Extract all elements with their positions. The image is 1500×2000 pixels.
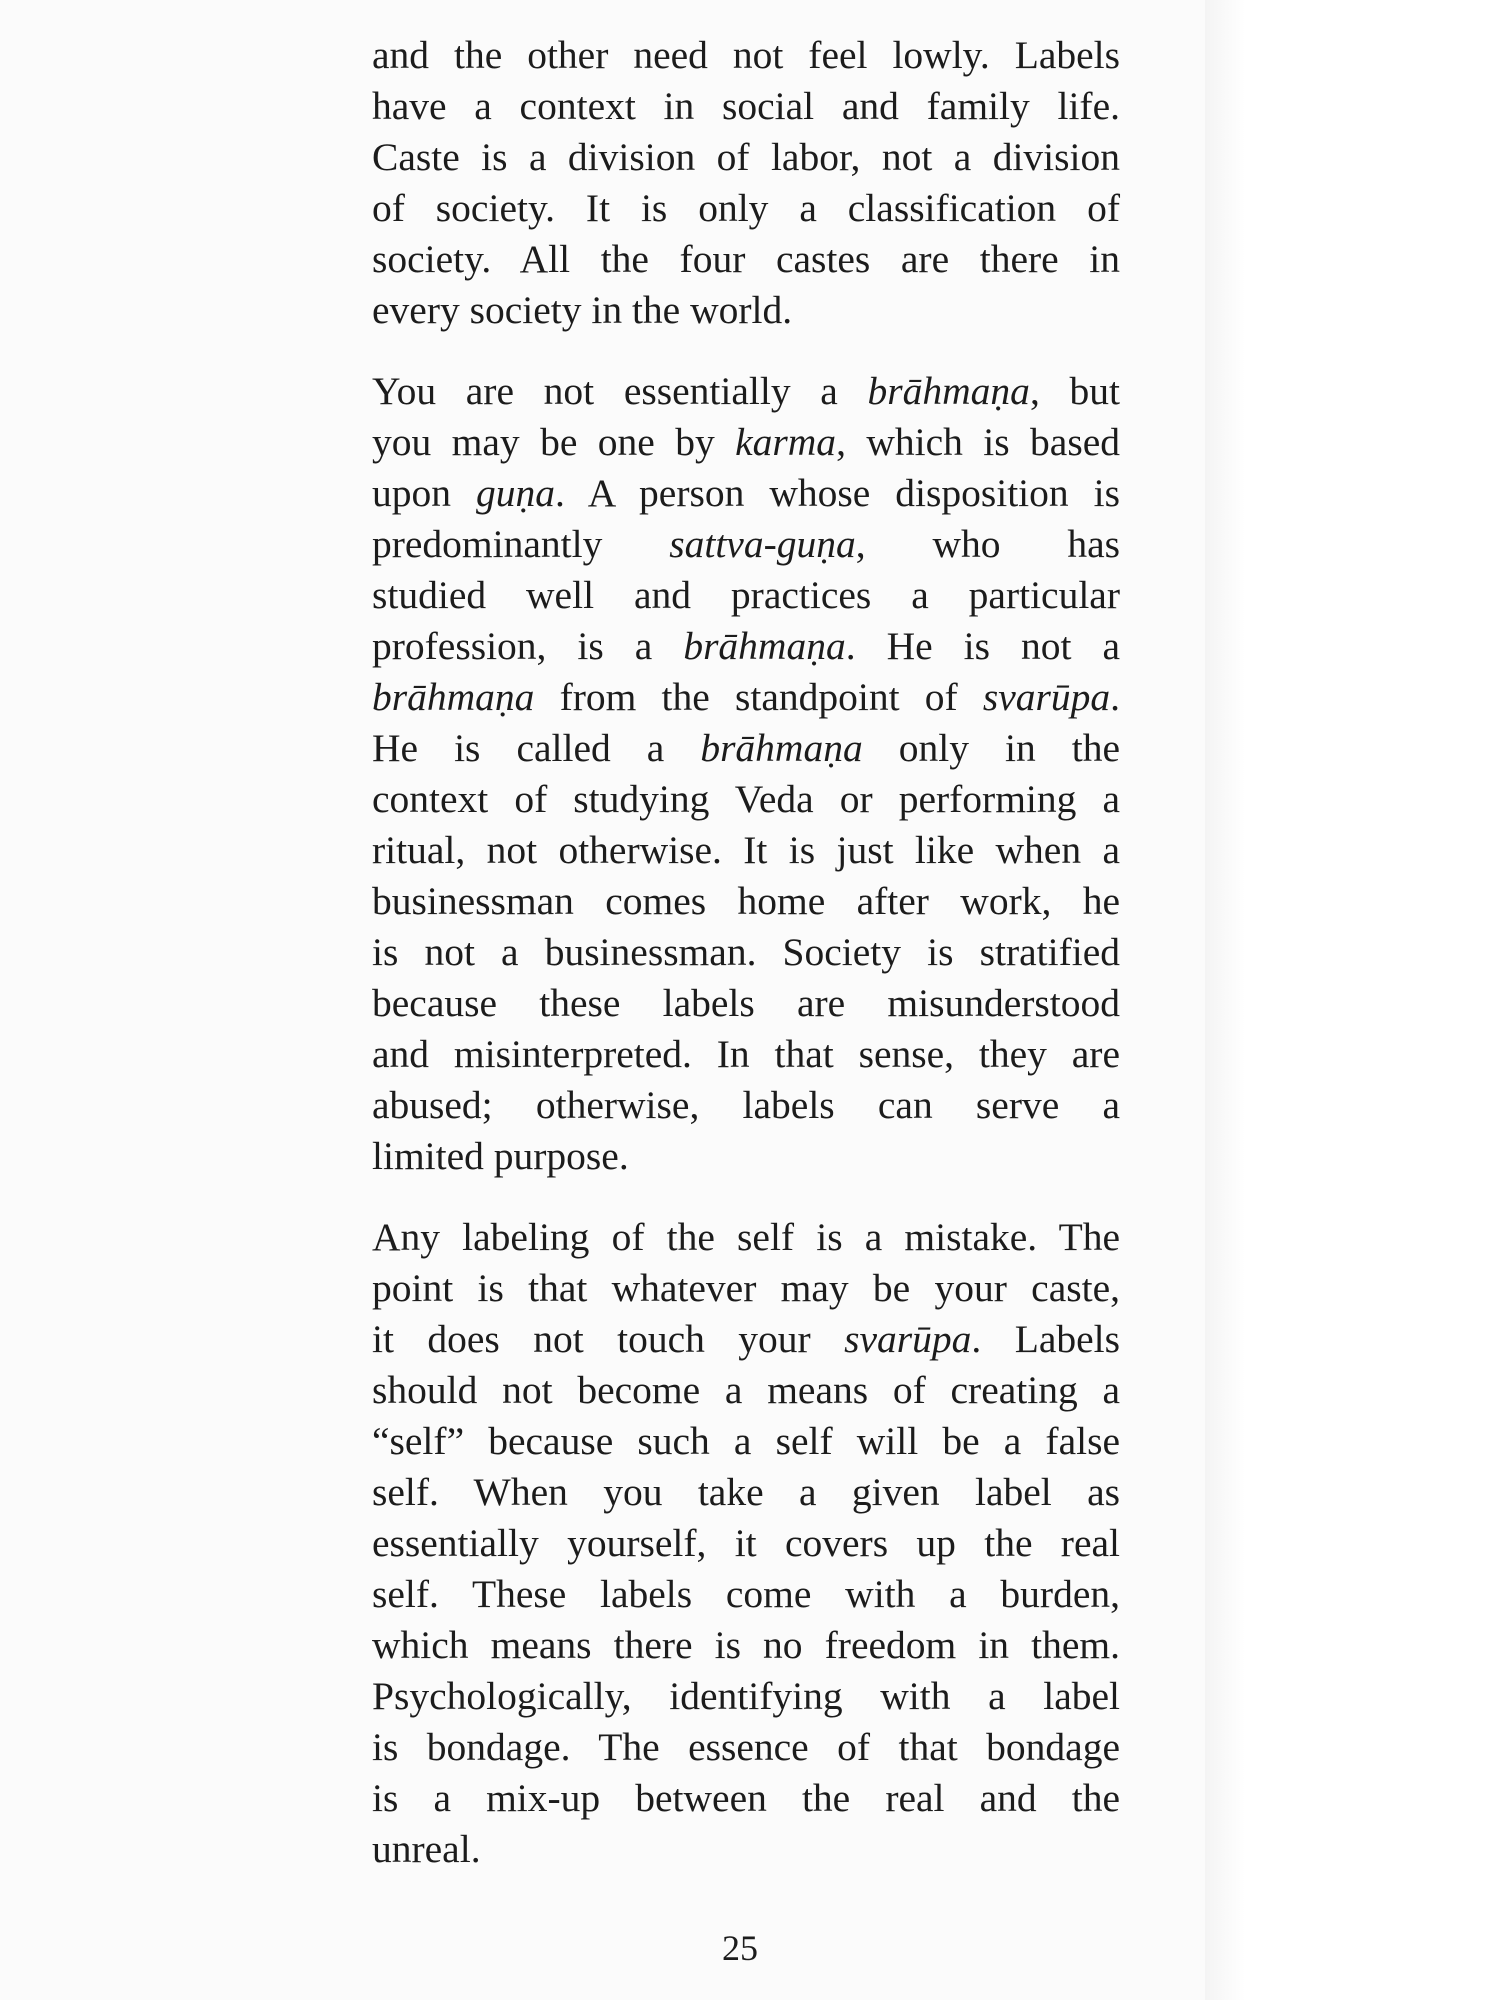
text-line bbox=[372, 1416, 1120, 1467]
text-run: you may be one by bbox=[372, 420, 736, 464]
text-run: predominantly bbox=[372, 522, 670, 566]
text-run: upon bbox=[372, 471, 476, 515]
text-run: Any labeling of the self is a mistake. The bbox=[372, 1215, 1120, 1259]
text-run: and misinterpreted. In that sense, they are bbox=[372, 1032, 1120, 1076]
page-edge-shadow bbox=[1205, 0, 1245, 2000]
italic-term: karma bbox=[735, 420, 837, 464]
text-line bbox=[372, 621, 1120, 672]
text-run: is not a businessman. Society is stratified bbox=[372, 930, 1120, 974]
text-line bbox=[372, 927, 1120, 978]
text-run: limited purpose. bbox=[372, 1134, 629, 1178]
text-run: self. When you take a given label as bbox=[372, 1470, 1120, 1514]
text-run: . bbox=[1110, 675, 1120, 719]
paragraph-1 bbox=[372, 30, 1120, 336]
italic-term: guṇa bbox=[476, 471, 555, 515]
italic-term: svarūpa bbox=[982, 675, 1111, 719]
text-line bbox=[372, 1824, 1120, 1875]
text-run: unreal. bbox=[372, 1827, 481, 1871]
text-run: is bondage. The essence of that bondage bbox=[372, 1725, 1120, 1769]
paragraph-3 bbox=[372, 1212, 1120, 1875]
text-run: . A person whose disposition is bbox=[555, 471, 1120, 515]
text-line bbox=[372, 570, 1120, 621]
text-run: You are not essentially a bbox=[372, 369, 868, 413]
paragraph-2 bbox=[372, 366, 1120, 1182]
italic-term: brāhmaṇa bbox=[683, 624, 846, 668]
text-run: it does not touch your bbox=[372, 1317, 845, 1361]
italic-term: brāhmaṇa bbox=[700, 726, 863, 770]
text-run: , but bbox=[1029, 369, 1120, 413]
text-line bbox=[372, 1029, 1120, 1080]
text-line bbox=[372, 774, 1120, 825]
text-line bbox=[372, 825, 1120, 876]
body-text bbox=[372, 30, 1120, 1905]
text-run: ritual, not otherwise. It is just like when a bbox=[372, 828, 1120, 872]
text-run: profession, is a bbox=[372, 624, 684, 668]
text-run: because these labels are misunderstood bbox=[372, 981, 1120, 1025]
text-run: should not become a means of creating a bbox=[372, 1368, 1120, 1412]
text-line bbox=[372, 1620, 1120, 1671]
text-line bbox=[372, 519, 1120, 570]
text-line bbox=[372, 723, 1120, 774]
text-line bbox=[372, 417, 1120, 468]
text-run: businessman comes home after work, he bbox=[372, 879, 1120, 923]
page-number: 25 bbox=[722, 1928, 758, 1968]
text-line bbox=[372, 876, 1120, 927]
text-run: Psychologically, identifying with a label bbox=[372, 1674, 1120, 1718]
text-run: point is that whatever may be your caste, bbox=[372, 1266, 1120, 1310]
text-run: . He is not a bbox=[845, 624, 1120, 668]
text-run: , who has bbox=[855, 522, 1120, 566]
text-line bbox=[372, 978, 1120, 1029]
text-line bbox=[372, 1131, 1120, 1182]
text-line bbox=[372, 1671, 1120, 1722]
text-line bbox=[372, 672, 1120, 723]
text-line bbox=[372, 1365, 1120, 1416]
text-line bbox=[372, 366, 1120, 417]
text-line: and the other need not feel lowly. Labels bbox=[372, 33, 1120, 77]
text-line bbox=[372, 1773, 1120, 1824]
text-run: context of studying Veda or performing a bbox=[372, 777, 1120, 821]
italic-term: svarūpa bbox=[844, 1317, 972, 1361]
italic-term: brāhmaṇa bbox=[867, 369, 1030, 413]
text-line bbox=[372, 1722, 1120, 1773]
italic-term: sattva-guṇa bbox=[669, 522, 856, 566]
text-line bbox=[372, 1314, 1120, 1365]
text-line bbox=[372, 1518, 1120, 1569]
text-run: . Labels bbox=[971, 1317, 1120, 1361]
text-run: self. These labels come with a burden, bbox=[372, 1572, 1120, 1616]
text-line: have a context in social and family life. bbox=[372, 84, 1120, 128]
italic-term: brāhmaṇa bbox=[372, 675, 535, 719]
text-run: , which is based bbox=[836, 420, 1120, 464]
text-run: essentially yourself, it covers up the real bbox=[372, 1521, 1120, 1565]
text-run: which means there is no freedom in them. bbox=[372, 1623, 1120, 1667]
text-run: “self” because such a self will be a false bbox=[372, 1419, 1120, 1463]
text-line: every society in the world. bbox=[372, 288, 793, 332]
text-line bbox=[372, 1569, 1120, 1620]
text-line bbox=[372, 1080, 1120, 1131]
text-run: abused; otherwise, labels can serve a bbox=[372, 1083, 1120, 1127]
text-line bbox=[372, 468, 1120, 519]
text-line: Caste is a division of labor, not a division bbox=[372, 135, 1120, 179]
text-run: studied well and practices a particular bbox=[372, 573, 1120, 617]
text-line bbox=[372, 1263, 1120, 1314]
text-line: of society. It is only a classification of bbox=[372, 186, 1120, 230]
text-run: He is called a bbox=[372, 726, 701, 770]
text-run: is a mix-up between the real and the bbox=[372, 1776, 1120, 1820]
text-line bbox=[372, 1467, 1120, 1518]
text-line: society. All the four castes are there in bbox=[372, 237, 1120, 281]
text-line bbox=[372, 1212, 1120, 1263]
text-run: only in the bbox=[862, 726, 1120, 770]
text-run: from the standpoint of bbox=[534, 675, 983, 719]
